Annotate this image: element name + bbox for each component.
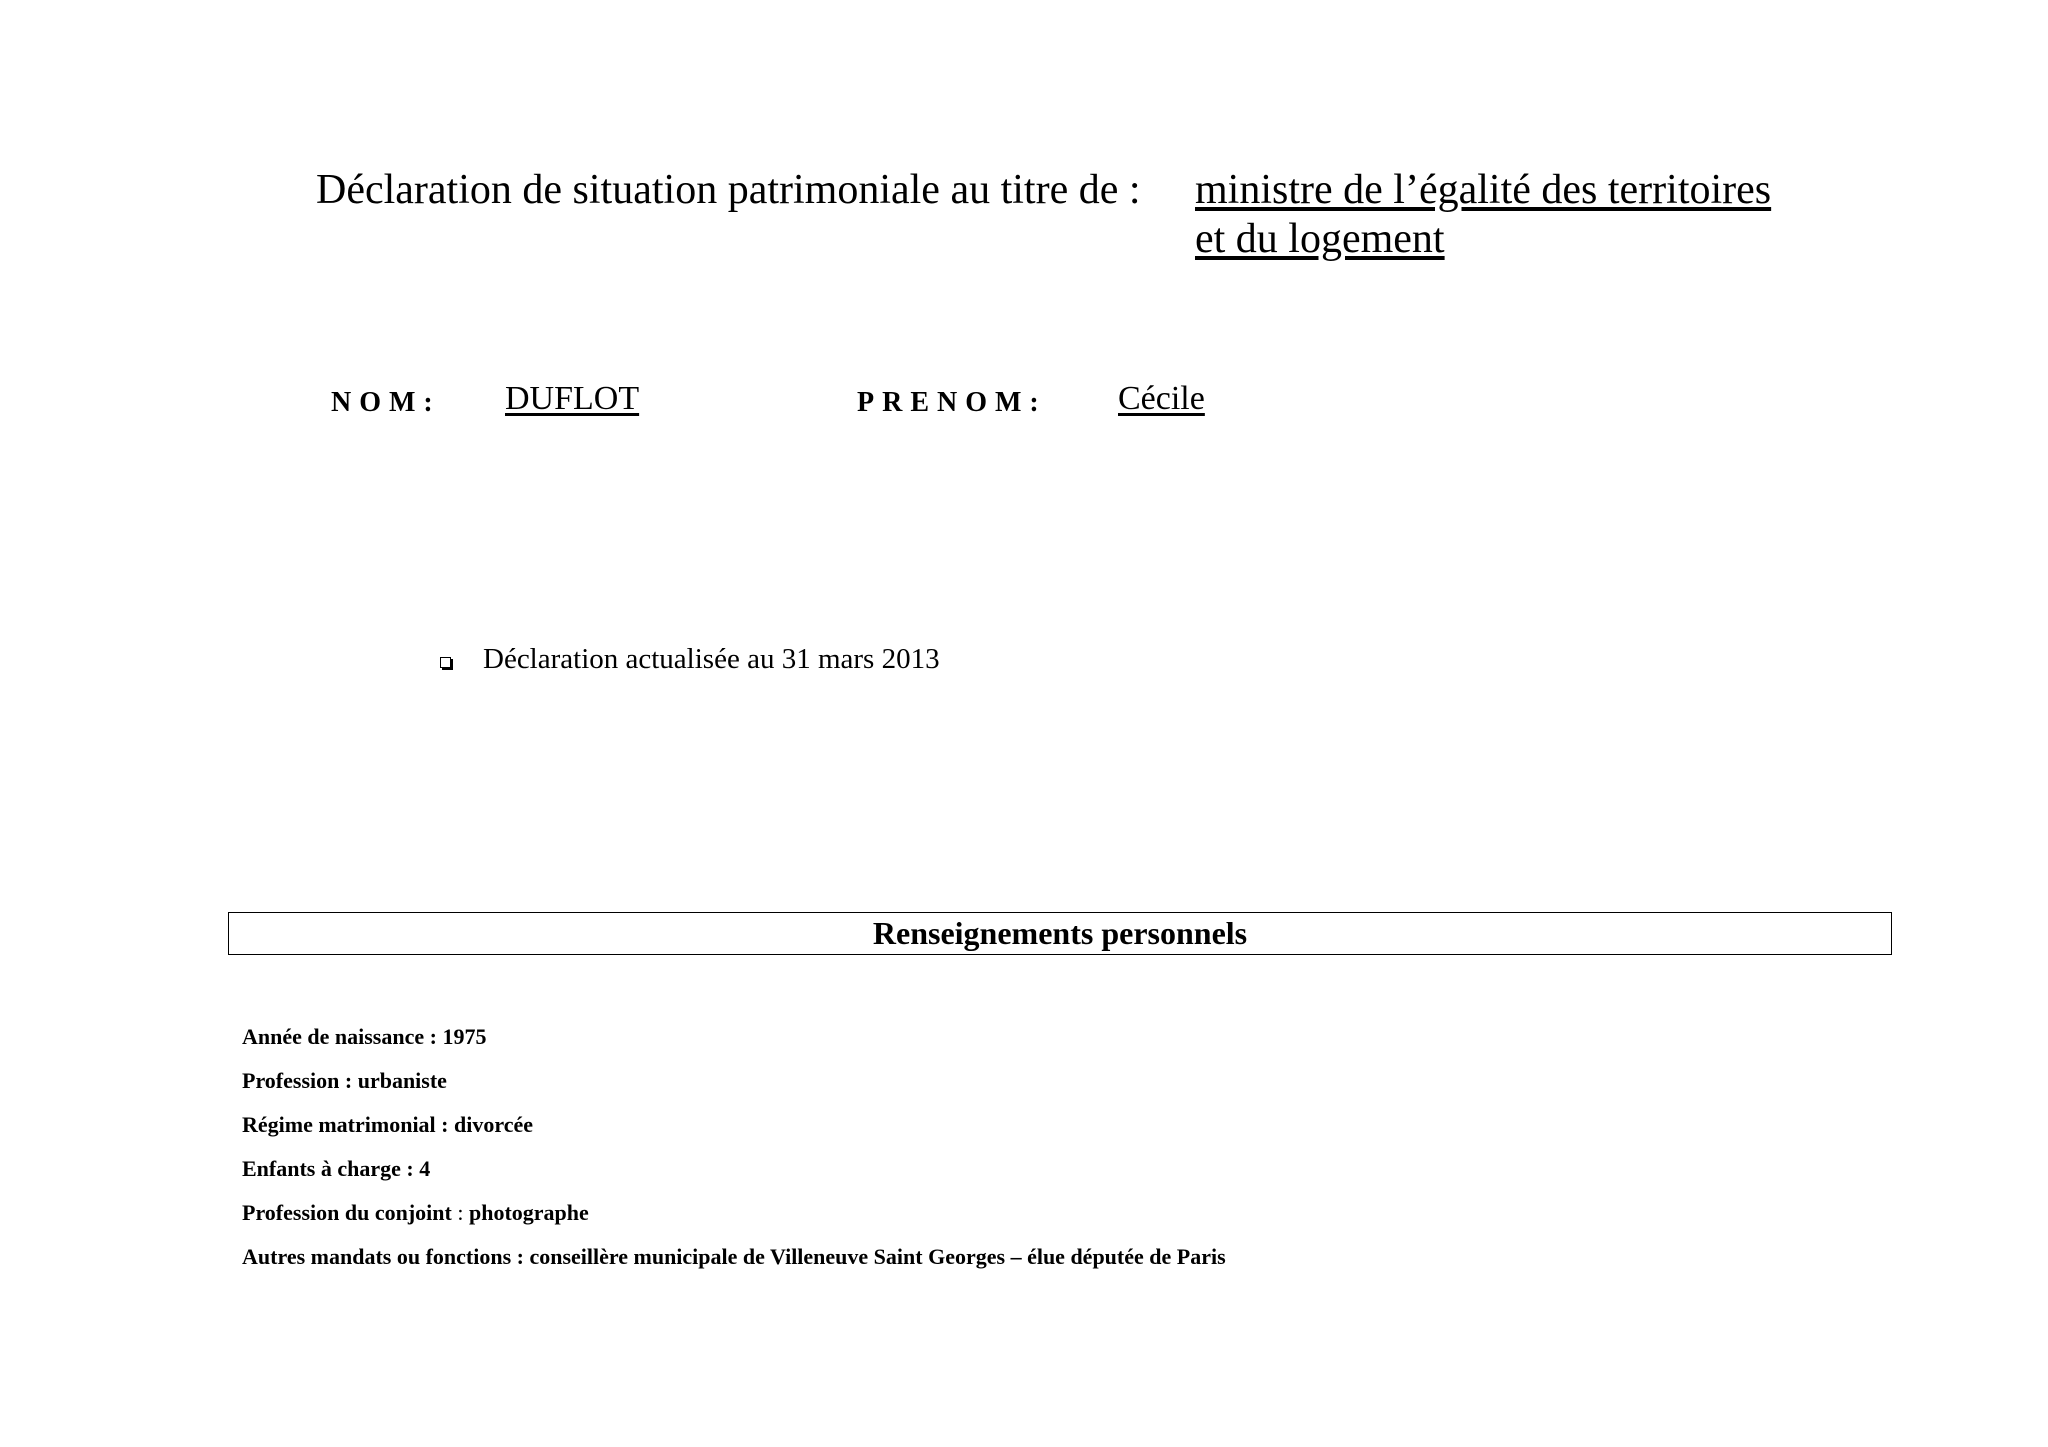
personal-info-list	[242, 1020, 1226, 1284]
role-line-2: et du logement	[1195, 216, 1445, 262]
info-value: conseillère municipale de Villeneuve Saint Georges – élue députée de Paris	[529, 1244, 1226, 1269]
info-row-spouse-profession	[242, 1196, 1226, 1240]
role-line-1: ministre de l’égalité des territoires	[1195, 167, 1772, 213]
info-value: photographe	[468, 1200, 589, 1225]
info-row-profession	[242, 1064, 1226, 1108]
info-value: 4	[419, 1156, 431, 1181]
info-label: Régime matrimonial :	[242, 1112, 449, 1137]
info-row-birth-year	[242, 1020, 1226, 1064]
checkbox-icon	[440, 657, 451, 668]
info-value: urbaniste	[357, 1068, 447, 1093]
section-header-personal-info: Renseignements personnels	[228, 912, 1892, 955]
nom-value: DUFLOT	[505, 380, 640, 417]
info-row-other-mandates	[242, 1240, 1226, 1284]
info-row-children	[242, 1152, 1226, 1196]
info-separator: :	[457, 1200, 464, 1225]
minister-role-title	[1195, 166, 1771, 264]
info-row-marital-status	[242, 1108, 1226, 1152]
info-label: Autres mandats ou fonctions :	[242, 1244, 524, 1269]
declaration-date-text: Déclaration actualisée au 31 mars 2013	[483, 643, 940, 675]
info-value: divorcée	[454, 1112, 534, 1137]
info-label: Profession :	[242, 1068, 353, 1093]
declaration-item	[440, 643, 940, 676]
prenom-label: PRENOM:	[857, 387, 1047, 418]
info-label: Profession du conjoint	[242, 1200, 452, 1225]
info-label: Enfants à charge :	[242, 1156, 414, 1181]
nom-label: NOM:	[331, 387, 441, 418]
info-value: 1975	[442, 1024, 487, 1049]
info-label: Année de naissance :	[242, 1024, 437, 1049]
declaration-title: Déclaration de situation patrimoniale au titre de :	[316, 167, 1141, 213]
prenom-value: Cécile	[1118, 380, 1205, 417]
